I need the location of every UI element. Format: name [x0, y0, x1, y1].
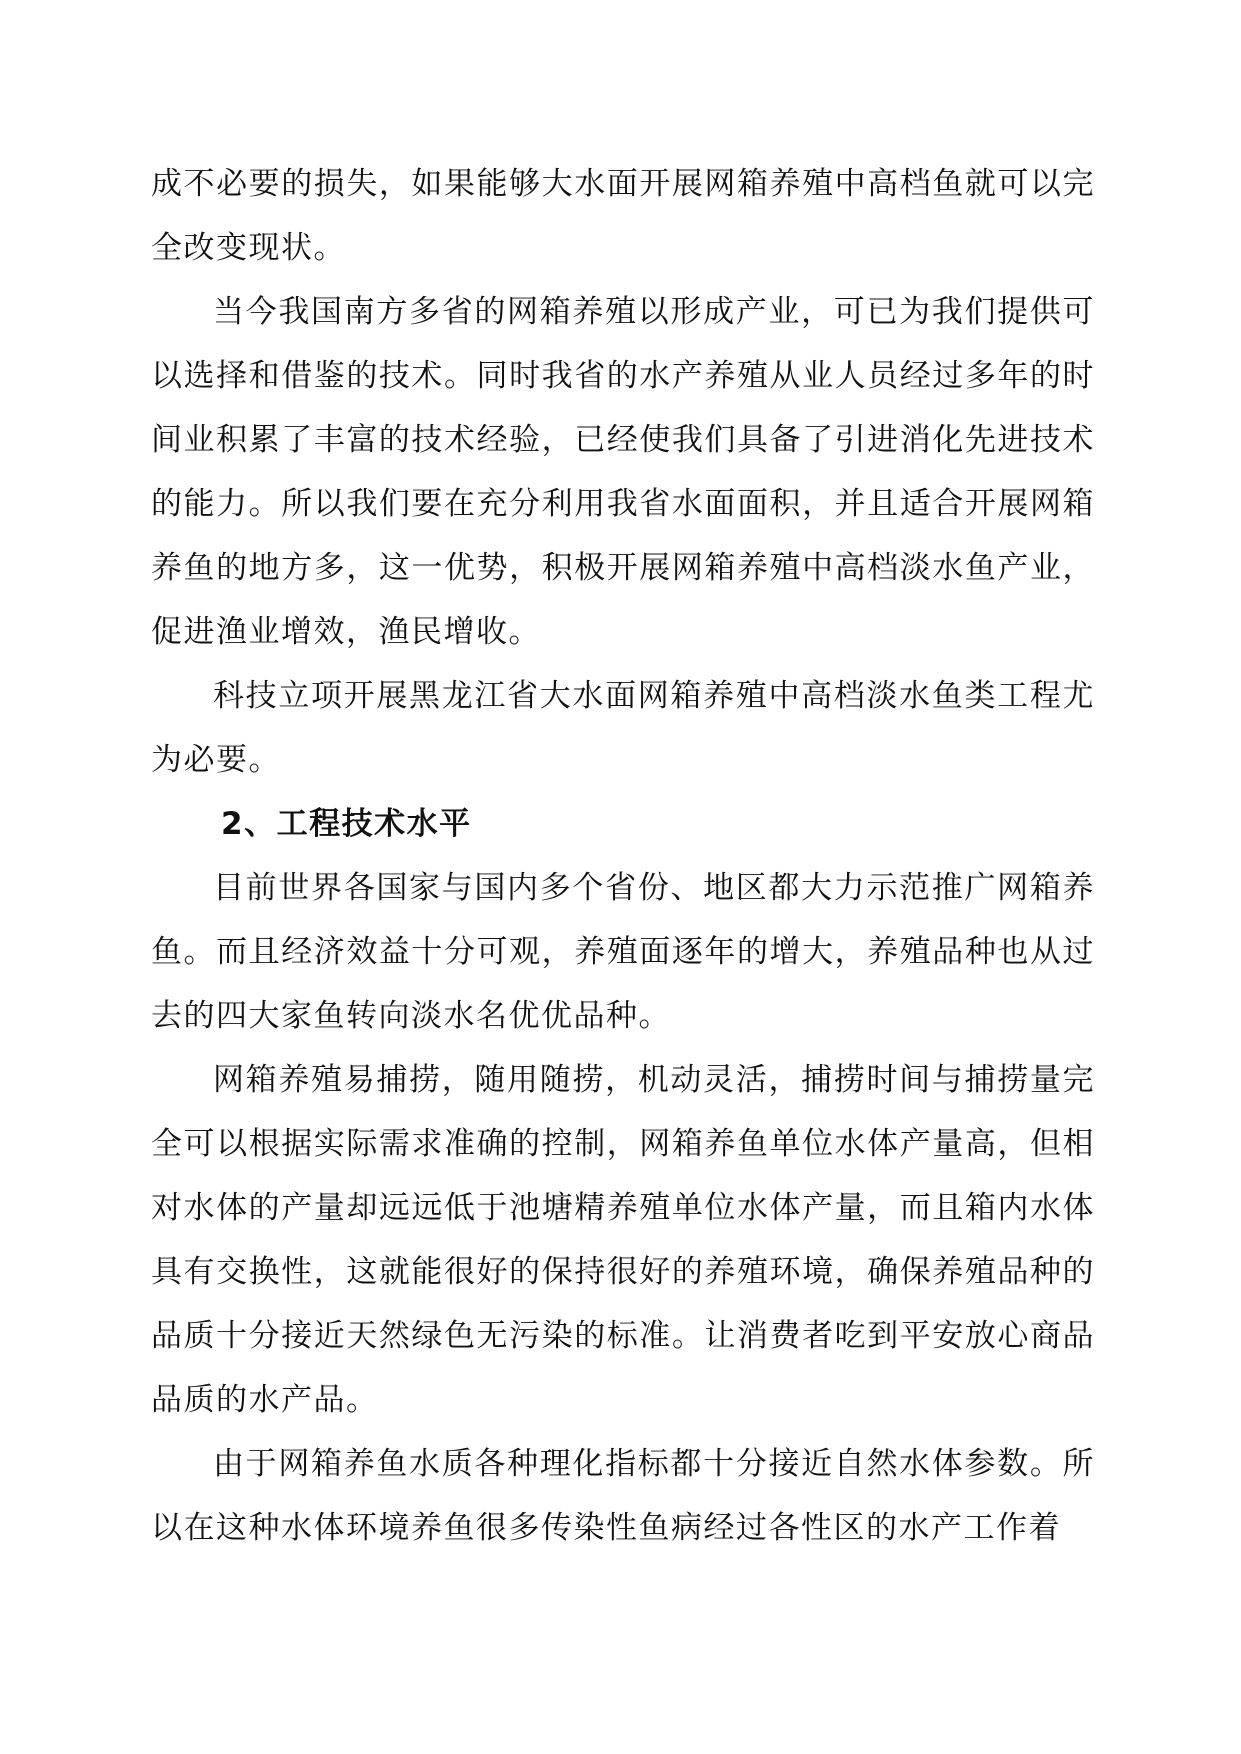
paragraph-water-quality: 由于网箱养鱼水质各种理化指标都十分接近自然水体参数。所以在这种水体环境养鱼很多传染性鱼病经过各性区的水产工作着: [151, 1446, 1095, 1546]
document-body: [151, 152, 1095, 1560]
paragraph-project-necessity: 科技立项开展黑龙江省大水面网箱养殖中高档淡水鱼类工程尤为必要。: [151, 678, 1095, 778]
paragraph-southern-provinces: 当今我国南方多省的网箱养殖以形成产业，可已为我们提供可以选择和借鉴的技术。同时我省的水产养殖从业人员经过多年的时间业积累了丰富的技术经验，已经使我们具备了引进消化先进技术的能力。所以我们要在充分利用我省水面面积，并且适合开展网箱养鱼的地方多，这一优势，积极开展网箱养殖中高档淡水鱼产业，促进渔业增效，渔民增收。: [151, 294, 1095, 650]
paragraph-continuation: 成不必要的损失，如果能够大水面开展网箱养殖中高档鱼就可以完全改变现状。: [151, 166, 1095, 266]
paragraph-world-promotion: 目前世界各国家与国内多个省份、地区都大力示范推广网箱养鱼。而且经济效益十分可观，养殖面逐年的增大，养殖品种也从过去的四大家鱼转向淡水名优优品种。: [151, 870, 1095, 1034]
paragraph-cage-advantages: 网箱养殖易捕捞，随用随捞，机动灵活，捕捞时间与捕捞量完全可以根据实际需求准确的控制，网箱养鱼单位水体产量高，但相对水体的产量却远远低于池塘精养殖单位水体产量，而且箱内水体具有交换性，这就能很好的保持很好的养殖环境，确保养殖品种的品质十分接近天然绿色无污染的标准。让消费者吃到平安放心商品品质的水产品。: [151, 1062, 1095, 1418]
section-heading: 2、工程技术水平: [221, 806, 472, 842]
